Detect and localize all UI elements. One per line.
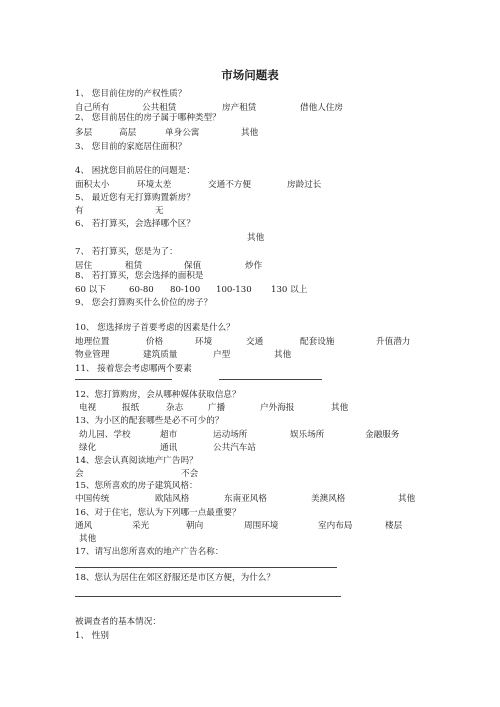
option-q14-2: 不会 bbox=[181, 469, 199, 479]
option-q15-3: 东南亚风格 bbox=[224, 494, 267, 504]
option-q6-1: 其他 bbox=[247, 233, 265, 243]
question-15: 15、您所喜欢的房子建筑风格： bbox=[75, 481, 198, 491]
answer-line-18 bbox=[75, 596, 341, 597]
page-title: 市场问题表 bbox=[221, 68, 279, 82]
option-q2-3: 单身公寓 bbox=[165, 128, 200, 138]
option-q16-1: 通风 bbox=[75, 521, 93, 531]
option-q1-1: 自己所有 bbox=[75, 103, 110, 113]
option-q13-4: 娱乐场所 bbox=[290, 430, 325, 440]
gender-item: 1、 性别 bbox=[75, 631, 109, 641]
option-q13-8: 公共汽车站 bbox=[213, 443, 256, 453]
option-q8-2: 60-80 bbox=[129, 285, 154, 295]
option-q2-2: 高层 bbox=[119, 128, 137, 138]
question-9: 9、 您会打算购买什么价位的房子？ bbox=[75, 298, 213, 308]
option-q12-5: 户外海报 bbox=[260, 403, 295, 413]
option-q1-2: 公共租赁 bbox=[142, 103, 177, 113]
question-6: 6、 若打算买，会选择哪个区？ bbox=[75, 219, 195, 229]
option-q10-3: 环境 bbox=[195, 337, 213, 347]
question-2: 2、 您目前居住的房子属于哪种类型？ bbox=[75, 113, 221, 123]
question-8: 8、 若打算买，您会选择的面积是 bbox=[75, 271, 204, 281]
question-3: 3、 您目前的家庭居住面积？ bbox=[75, 142, 187, 152]
option-q16-2: 采光 bbox=[132, 521, 150, 531]
option-q4-4: 房龄过长 bbox=[287, 180, 322, 190]
option-q10-6: 升值潜力 bbox=[376, 337, 411, 347]
option-q13-6: 绿化 bbox=[79, 443, 97, 453]
answer-line-17 bbox=[75, 567, 337, 568]
option-q16-6: 楼层 bbox=[385, 521, 403, 531]
option-q13-2: 超市 bbox=[160, 430, 178, 440]
answer-line-11a bbox=[75, 379, 172, 380]
question-18: 18、您认为居住在郊区舒服还是市区方便，为什么？ bbox=[75, 573, 275, 583]
question-10: 10、 您选择房子首要考虑的因素是什么？ bbox=[75, 323, 235, 333]
option-q12-2: 报纸 bbox=[122, 403, 140, 413]
option-q7-3: 保值 bbox=[184, 261, 202, 271]
option-q7-2: 租赁 bbox=[125, 261, 143, 271]
question-11: 11、 接着您会考虑哪两个要素 bbox=[75, 364, 192, 374]
question-17: 17、请写出您所喜欢的地产广告名称： bbox=[75, 547, 224, 557]
option-q12-4: 广播 bbox=[208, 403, 226, 413]
question-7: 7、 若打算买，您是为了： bbox=[75, 247, 178, 257]
option-q10-1: 地理位置 bbox=[75, 337, 110, 347]
option-q13-3: 运动场所 bbox=[213, 430, 248, 440]
option-q10-10: 其他 bbox=[274, 350, 292, 360]
option-q5-1: 有 bbox=[75, 206, 84, 216]
option-q8-5: 130 以上 bbox=[271, 285, 308, 295]
option-q5-2: 无 bbox=[155, 206, 164, 216]
option-q13-1: 幼儿园、学校 bbox=[79, 430, 131, 440]
option-q2-4: 其他 bbox=[241, 128, 259, 138]
option-q12-1: 电视 bbox=[79, 403, 97, 413]
option-q16-3: 朝向 bbox=[186, 521, 204, 531]
option-q10-2: 价格 bbox=[146, 337, 164, 347]
option-q2-1: 多层 bbox=[75, 128, 93, 138]
option-q12-3: 杂志 bbox=[166, 403, 184, 413]
option-q14-1: 会 bbox=[75, 469, 84, 479]
question-16: 16、对于住宅，您认为下列哪一点最重要？ bbox=[75, 508, 241, 518]
option-q10-5: 配套设施 bbox=[300, 337, 335, 347]
option-q4-3: 交通不方便 bbox=[208, 180, 251, 190]
option-q4-2: 环境太差 bbox=[137, 180, 172, 190]
option-q15-2: 欧陆风格 bbox=[155, 494, 190, 504]
option-q1-3: 房产租赁 bbox=[222, 103, 257, 113]
question-4: 4、 困扰您目前居住的问题是： bbox=[75, 166, 195, 176]
option-q16-7: 其他 bbox=[79, 534, 97, 544]
option-q15-1: 中国传统 bbox=[75, 494, 110, 504]
option-q7-4: 炒作 bbox=[245, 261, 263, 271]
option-q15-4: 美澳风格 bbox=[311, 494, 346, 504]
option-q15-5: 其他 bbox=[398, 494, 416, 504]
respondent-info-heading: 被调查者的基本情况： bbox=[75, 617, 161, 627]
option-q10-4: 交通 bbox=[246, 337, 264, 347]
option-q8-1: 60 以下 bbox=[75, 285, 106, 295]
option-q10-8: 建筑质量 bbox=[143, 350, 178, 360]
question-14: 14、您会认真阅读地产广告吗？ bbox=[75, 456, 198, 466]
option-q13-7: 通讯 bbox=[160, 443, 178, 453]
option-q1-4: 借他人住房 bbox=[300, 103, 343, 113]
option-q8-4: 100-130 bbox=[216, 285, 252, 295]
option-q12-6: 其他 bbox=[331, 403, 349, 413]
option-q13-5: 金融服务 bbox=[365, 430, 400, 440]
question-5: 5、 最近您有无打算购置新房？ bbox=[75, 193, 195, 203]
option-q10-9: 户型 bbox=[213, 350, 231, 360]
answer-line-11b bbox=[219, 379, 322, 380]
question-12: 12、您打算购房，会从哪种媒体获取信息？ bbox=[75, 390, 241, 400]
question-13: 13、为小区的配套哪些是必不可少的？ bbox=[75, 416, 224, 426]
option-q10-7: 物业管理 bbox=[75, 350, 110, 360]
option-q16-4: 周围环境 bbox=[244, 521, 279, 531]
option-q8-3: 80-100 bbox=[170, 285, 201, 295]
option-q16-5: 室内布局 bbox=[318, 521, 353, 531]
question-1: 1、 您目前住房的产权性质？ bbox=[75, 89, 187, 99]
option-q4-1: 面积太小 bbox=[75, 180, 110, 190]
option-q7-1: 居住 bbox=[75, 261, 93, 271]
